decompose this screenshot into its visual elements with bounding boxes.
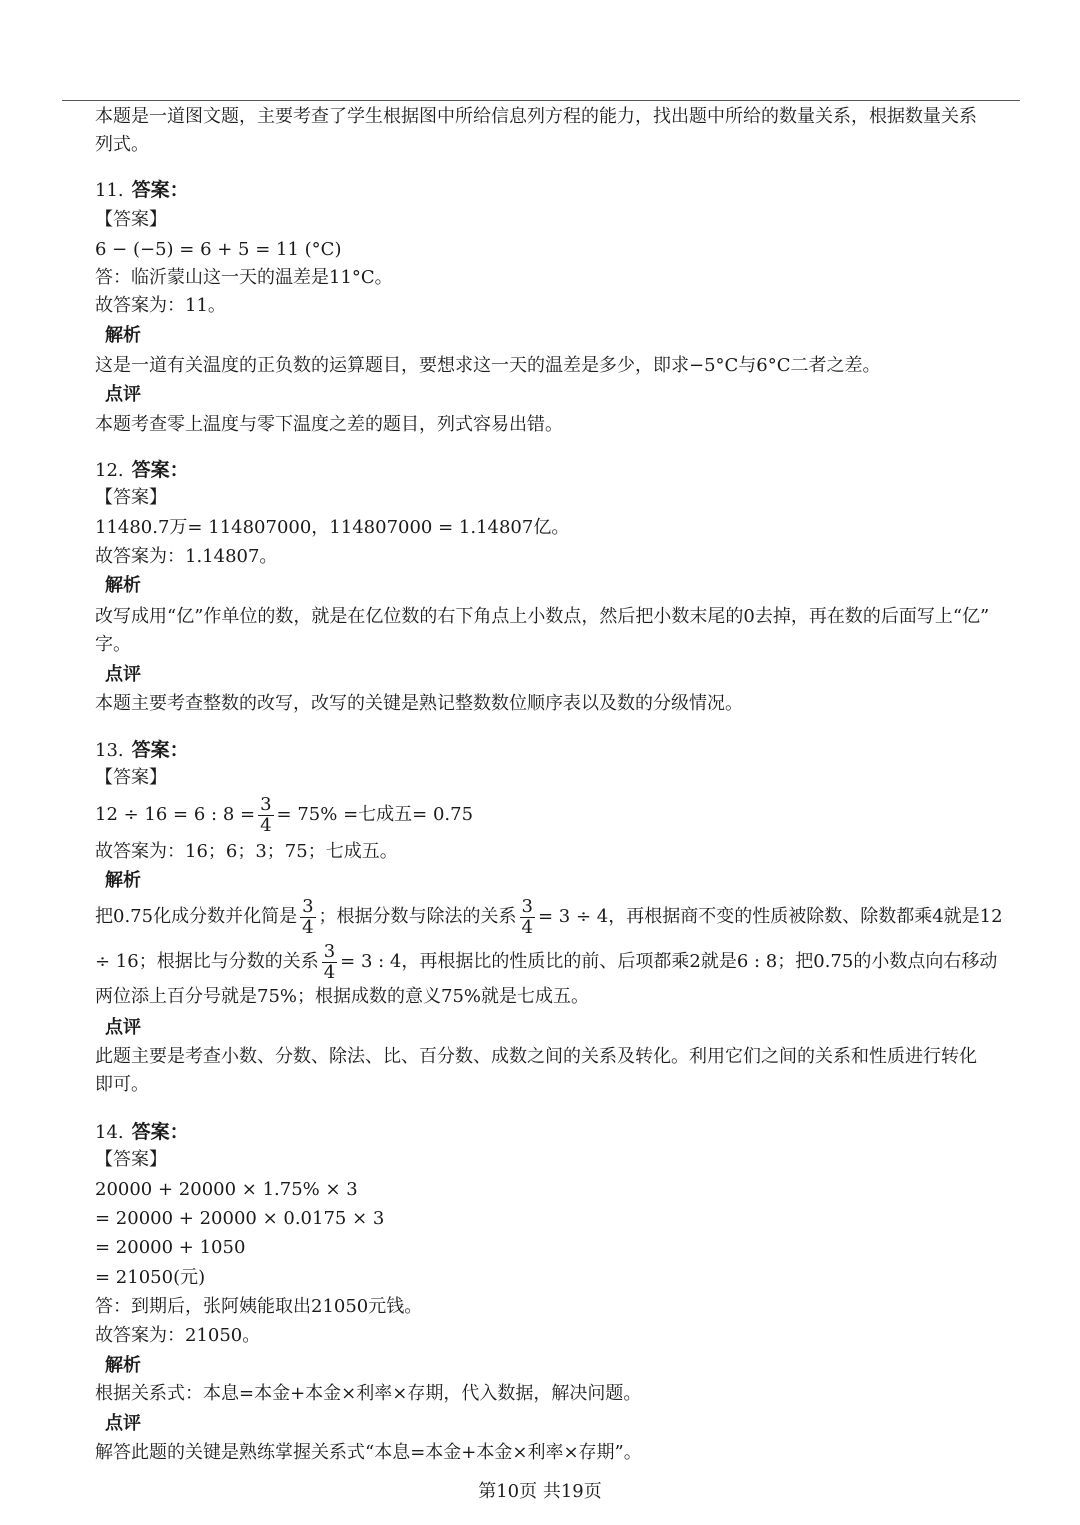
answer-line: = 21050(元) xyxy=(95,1267,206,1288)
analysis-heading: 解析 xyxy=(105,870,141,891)
comment-text: 即可。 xyxy=(95,1074,149,1095)
comment-heading: 点评 xyxy=(105,1413,141,1434)
answer-line: 答：临沂蒙山这一天的温差是11°C。 xyxy=(95,267,393,288)
analysis-text: 改写成用“亿”作单位的数，就是在亿位数的右下角点上小数点，然后把小数末尾的0去掉，再在数的后面写上“亿” xyxy=(95,606,990,627)
question-13-heading xyxy=(95,738,189,763)
answer-line: 6 − (−5) = 6 + 5 = 11 (°C) xyxy=(95,239,342,260)
text-fragment: 4 xyxy=(260,814,272,836)
analysis-text: 两位添上百分号就是75%；根据成数的意义75%就是七成五。 xyxy=(95,986,590,1007)
answer-line: = 20000 + 1050 xyxy=(95,1237,246,1258)
text-fragment: 11. xyxy=(95,180,124,201)
text-fragment: 答案： xyxy=(131,179,189,201)
answer-line: 故答案为：1.14807。 xyxy=(95,546,278,567)
answer-label: 【答案】 xyxy=(95,767,167,788)
answer-label: 【答案】 xyxy=(95,487,167,508)
header-rule xyxy=(62,100,1020,101)
text-fragment: 3 xyxy=(521,895,533,917)
comment-text: 本题考查零上温度与零下温度之差的题目，列式容易出错。 xyxy=(95,414,563,435)
fraction xyxy=(300,897,315,938)
comment-text: 本题主要考查整数的改写，改写的关键是熟记整数数位顺序表以及数的分级情况。 xyxy=(95,693,743,714)
answer-line: 故答案为：11。 xyxy=(95,295,226,316)
text-fragment: 4 xyxy=(323,961,336,983)
text-fragment: 答案： xyxy=(131,459,189,481)
answer-equation xyxy=(95,794,473,836)
text-fragment: 答案： xyxy=(131,1121,189,1143)
fraction xyxy=(258,795,273,836)
text-fragment: 12. xyxy=(95,460,124,481)
comment-heading: 点评 xyxy=(105,384,141,405)
answer-line: 20000 + 20000 × 1.75% × 3 xyxy=(95,1179,358,1200)
question-12-heading xyxy=(95,458,189,483)
text-fragment: ；根据分数与除法的关系 xyxy=(318,906,517,927)
answer-line: 11480.7万= 114807000，114807000 = 1.14807亿。 xyxy=(95,517,570,538)
text-fragment: = 3 ÷ 4，再根据商不变的性质被除数、除数都乘4就是12 xyxy=(537,906,1003,927)
text-fragment: 3 xyxy=(260,793,272,815)
analysis-heading: 解析 xyxy=(105,325,141,346)
answer-line: 故答案为：16；6；3；75；七成五。 xyxy=(95,841,398,862)
text-fragment: 13. xyxy=(95,740,124,761)
text-fragment: ÷ 16；根据比与分数的关系 xyxy=(95,951,319,972)
comment-text: 解答此题的关键是熟练掌握关系式“本息=本金+本金×利率×存期”。 xyxy=(95,1442,642,1463)
answer-label: 【答案】 xyxy=(95,1149,167,1170)
analysis-text: 这是一道有关温度的正负数的运算题目，要想求这一天的温差是多少，即求−5°C与6°C二者之差。 xyxy=(95,355,881,376)
text-fragment: 4 xyxy=(521,916,533,938)
text-fragment: 3 xyxy=(302,895,314,917)
answer-line: 答：到期后，张阿姨能取出21050元钱。 xyxy=(95,1296,423,1317)
text-fragment: 4 xyxy=(302,916,314,938)
analysis-heading: 解析 xyxy=(105,1355,141,1376)
text-fragment: 把0.75化成分数并化简是 xyxy=(95,906,298,927)
fraction xyxy=(520,897,535,938)
text-fragment: 答案： xyxy=(131,739,189,761)
analysis-heading: 解析 xyxy=(105,575,141,596)
analysis-text xyxy=(95,896,1003,938)
fraction xyxy=(322,942,337,983)
text-fragment: = 3 : 4，再根据比的性质比的前、后项都乘2就是6 : 8；把0.75的小数点向右移动 xyxy=(340,951,998,972)
answer-line: = 20000 + 20000 × 0.0175 × 3 xyxy=(95,1208,385,1229)
question-14-heading xyxy=(95,1120,189,1145)
answer-line: 故答案为：21050。 xyxy=(95,1325,261,1346)
comment-text: 此题主要是考查小数、分数、除法、比、百分数、成数之间的关系及转化。利用它们之间的关系和性质进行转化 xyxy=(95,1046,977,1067)
intro-line: 列式。 xyxy=(95,134,149,155)
analysis-text: 根据关系式：本息=本金+本金×利率×存期，代入数据，解决问题。 xyxy=(95,1383,642,1404)
text-fragment: 3 xyxy=(323,940,336,962)
answer-label: 【答案】 xyxy=(95,209,167,230)
analysis-text xyxy=(95,941,997,983)
question-11-heading xyxy=(95,178,189,203)
intro-line: 本题是一道图文题，主要考查了学生根据图中所给信息列方程的能力，找出题中所给的数量关系，根据数量关系 xyxy=(95,106,977,127)
comment-heading: 点评 xyxy=(105,664,141,685)
page-footer: 第10页 共19页 xyxy=(478,1481,602,1502)
text-fragment: 12 ÷ 16 = 6 : 8 = xyxy=(95,804,256,825)
comment-heading: 点评 xyxy=(105,1017,141,1038)
text-fragment: = 75% =七成五= 0.75 xyxy=(276,804,474,825)
analysis-text: 字。 xyxy=(95,634,131,655)
text-fragment: 14. xyxy=(95,1122,124,1143)
